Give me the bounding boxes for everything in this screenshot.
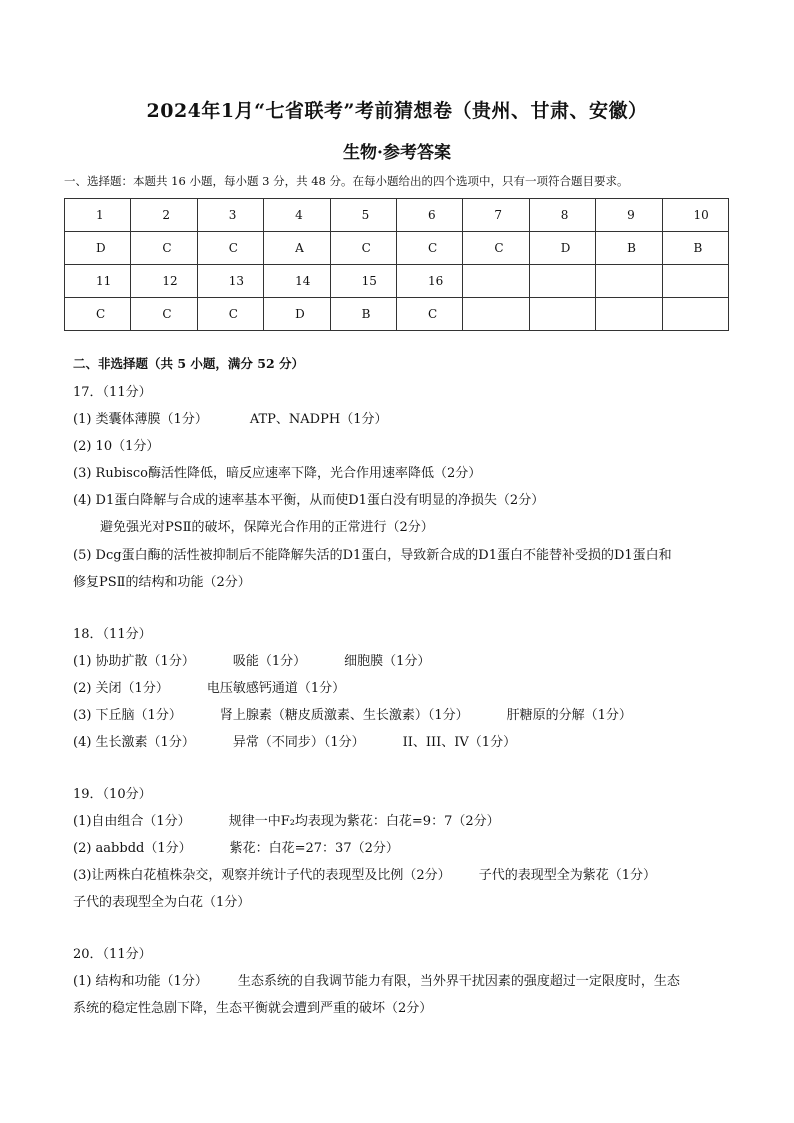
q17-answer-5: (5) Dcg蛋白酶的活性被抑制后不能降解失活的D1蛋白，导致新合成的D1蛋白不能替补受损的D1蛋白和 (73, 548, 672, 563)
answer-table-cell: C (396, 298, 462, 331)
answer-table-cell (662, 298, 728, 331)
answer-table-cell: 14 (264, 265, 330, 298)
answer-table-cell (529, 298, 595, 331)
q18-answer-4 (73, 731, 516, 750)
answer-table-cell: 7 (463, 199, 529, 232)
q18-a4-part1: (4) 生长激素（1分） (73, 735, 195, 750)
answer-table-cell (596, 298, 662, 331)
q17-answer-4: (4) D1蛋白降解与合成的速率基本平衡，从而使D1蛋白没有明显的净损失（2分） (73, 493, 545, 508)
answer-table-cell: 12 (131, 265, 197, 298)
answer-table-cell: 16 (396, 265, 462, 298)
answer-table-number-row (65, 199, 729, 232)
q18-a1-part1: (1) 协助扩散（1分） (73, 654, 195, 669)
answer-table-cell: C (463, 232, 529, 265)
answer-table (64, 198, 729, 331)
q19-answer-3 (73, 864, 656, 883)
answer-table-cell: C (131, 232, 197, 265)
q19-label: 19．（10分） (73, 787, 152, 802)
q19-a1-part1: (1)自由组合（1分） (73, 814, 191, 829)
answer-table-cell (662, 265, 728, 298)
q18-a4-part2: 异常（不同步）（1分） (232, 735, 365, 750)
answer-table-cell: D (65, 232, 131, 265)
q18-a2-part2: 电压敏感钙通道（1分） (206, 681, 346, 696)
answer-table-cell: 3 (197, 199, 263, 232)
answer-table-cell: C (330, 232, 396, 265)
answer-table-cell: 8 (529, 199, 595, 232)
q19-answer-1 (73, 810, 500, 829)
answer-table-cell: 2 (131, 199, 197, 232)
answer-table-cell: C (396, 232, 462, 265)
q18-a1-part2: 吸能（1分） (232, 654, 307, 669)
answer-table-cell (529, 265, 595, 298)
q18-a1-part3: 细胞膜（1分） (344, 654, 431, 669)
q17-answer-3: (3) Rubisco酶活性降低，暗反应速率下降，光合作用速率降低（2分） (73, 466, 482, 481)
answer-table-answer-row (65, 232, 729, 265)
page-title: 2024年1月“七省联考”考前猜想卷（贵州、甘肃、安徽） (146, 100, 648, 122)
q20-a1-part2: 生态系统的自我调节能力有限，当外界干扰因素的强度超过一定限度时，生态 (237, 974, 680, 989)
q19-a2-part2: 紫花：白花=27：37（2分） (229, 841, 399, 856)
answer-table-cell: 4 (264, 199, 330, 232)
q18-a3-part3: 肝糖原的分解（1分） (506, 708, 632, 723)
q17-a1: (1) 类囊体薄膜（1分） (73, 412, 208, 427)
answer-table-answer-row (65, 298, 729, 331)
q18-a2-part1: (2) 关闭（1分） (73, 681, 169, 696)
answer-table-cell: 5 (330, 199, 396, 232)
answer-table-cell: 9 (596, 199, 662, 232)
answer-table-cell: B (662, 232, 728, 265)
q19-a3-part2: 子代的表现型全为紫花（1分） (478, 868, 656, 883)
answer-table-cell: A (264, 232, 330, 265)
q17-answer-2: (2) 10（1分） (73, 439, 160, 454)
answer-table-cell: 11 (65, 265, 131, 298)
answer-table-cell (463, 265, 529, 298)
q17-answer-4b: 避免强光对PSⅡ的破坏，保障光合作用的正常进行（2分） (100, 520, 434, 535)
q19-a2-part1: (2) aabbdd（1分） (73, 841, 192, 856)
q20-answer-1b: 系统的稳定性急剧下降，生态平衡就会遭到严重的破坏（2分） (73, 1001, 433, 1016)
q18-a4-part3: II、III、IV（1分） (402, 735, 517, 750)
section1-instruction: 一、选择题：本题共 16 小题，每小题 3 分，共 48 分。在每小题给出的四个选项中，只有一项符合题目要求。 (64, 174, 629, 188)
answer-table-cell: B (596, 232, 662, 265)
answer-table-cell: D (264, 298, 330, 331)
answer-table-cell: 10 (662, 199, 728, 232)
q18-answer-3 (73, 704, 632, 723)
answer-table-cell: C (65, 298, 131, 331)
answer-table-cell: C (131, 298, 197, 331)
q18-answer-2 (73, 677, 345, 696)
answer-table-number-row (65, 265, 729, 298)
q19-a3-part1: (3)让两株白花植株杂交，观察并统计子代的表现型及比例（2分） (73, 868, 451, 883)
q17-label: 17．（11分） (73, 385, 152, 400)
answer-table-cell: B (330, 298, 396, 331)
section2-heading: 二、非选择题（共 5 小题，满分 52 分） (73, 356, 305, 371)
answer-table-cell: D (529, 232, 595, 265)
answer-table-cell: 13 (197, 265, 263, 298)
q20-label: 20．（11分） (73, 947, 152, 962)
q17-a1b: ATP、NADPH（1分） (249, 412, 388, 427)
q20-answer-1 (73, 970, 680, 989)
q17-answer-5b: 修复PSⅡ的结构和功能（2分） (73, 575, 251, 590)
q19-answer-2 (73, 837, 399, 856)
answer-table-cell: C (197, 298, 263, 331)
answer-table-cell (596, 265, 662, 298)
q20-a1-part1: (1) 结构和功能（1分） (73, 974, 208, 989)
q18-label: 18．（11分） (73, 627, 152, 642)
q19-a1-part2: 规律一中F₂均表现为紫花：白花=9：7（2分） (228, 814, 500, 829)
answer-table-cell: 6 (396, 199, 462, 232)
q18-a3-part1: (3) 下丘脑（1分） (73, 708, 182, 723)
q18-a3-part2: 肾上腺素（糖皮质激素、生长激素）（1分） (219, 708, 469, 723)
answer-table-cell (463, 298, 529, 331)
q17-answer-1 (73, 408, 387, 427)
answer-table-cell: C (197, 232, 263, 265)
q19-answer-3b: 子代的表现型全为白花（1分） (73, 895, 251, 910)
answer-table-cell: 1 (65, 199, 131, 232)
answer-table-cell: 15 (330, 265, 396, 298)
q18-answer-1 (73, 650, 430, 669)
page-subtitle: 生物·参考答案 (343, 143, 451, 163)
